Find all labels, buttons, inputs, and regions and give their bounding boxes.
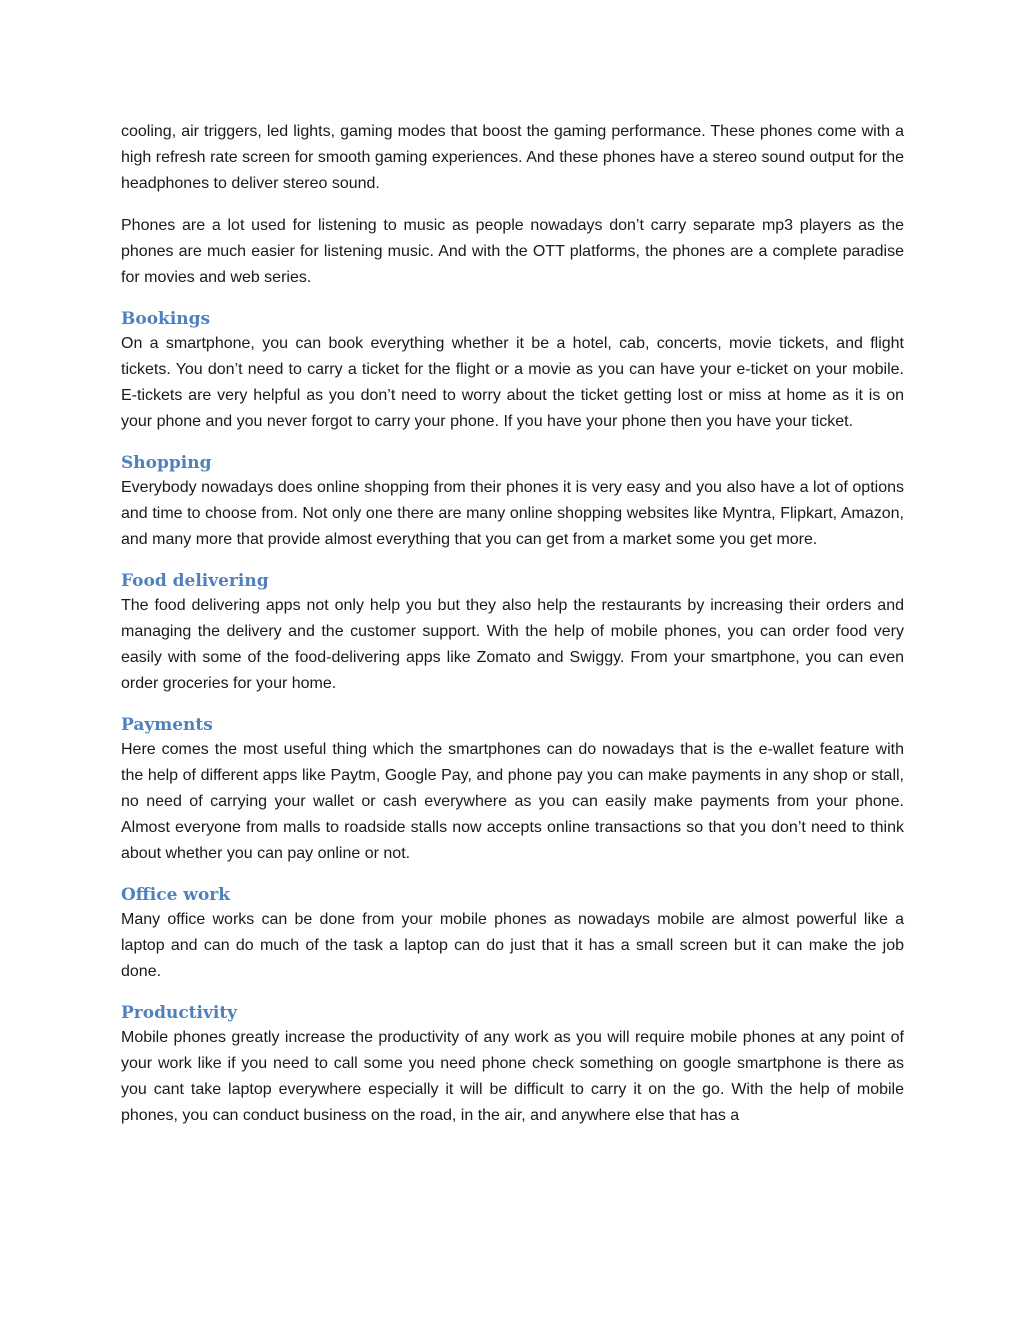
section-food-delivering: [121, 569, 904, 697]
section-text: Many office works can be done from your mobile phones as nowadays mobile are almost powerful like a laptop and can do much of the task a laptop can do just that it has a small screen but it can make the job done.: [121, 911, 904, 980]
section-text: On a smartphone, you can book everything whether it be a hotel, cab, concerts, movie tickets, and flight tickets. You don’t need to carry a ticket for the flight or a movie as you can have your e-ticket on your mobile. E-tickets are very helpful as you don’t need to worry about the ticket getting lost or miss at home as it is on your phone and you never forgot to carry your phone. If you have your phone then you have your ticket.: [121, 335, 904, 430]
section-shopping: [121, 451, 904, 553]
section-text: The food delivering apps not only help you but they also help the restaurants by increasing their orders and managing the delivery and the customer support. With the help of mobile phones, you can order food very easily with some of the food-delivering apps like Zomato and Swiggy. From your smartphone, you can even order groceries for your home.: [121, 597, 904, 692]
section-heading: Payments: [121, 715, 213, 735]
document-page: [121, 119, 904, 1129]
intro-paragraph-1: cooling, air triggers, led lights, gaming modes that boost the gaming performance. These phones come with a high refresh rate screen for smooth gaming experiences. And these phones have a stereo sound output for the headphones to deliver stereo sound.: [121, 123, 904, 192]
section-productivity: [121, 1001, 904, 1129]
section-heading: Productivity: [121, 1003, 238, 1023]
intro-paragraph-2: Phones are a lot used for listening to music as people nowadays don’t carry separate mp3 players as the phones are much easier for listening music. And with the OTT platforms, the phones are a complete paradise for movies and web series.: [121, 217, 904, 286]
section-heading: Office work: [121, 885, 231, 905]
section-text: Here comes the most useful thing which the smartphones can do nowadays that is the e-wallet feature with the help of different apps like Paytm, Google Pay, and phone pay you can make payments in any shop or stall, no need of carrying your wallet or cash everywhere as you can easily make payments from your phone. Almost everyone from malls to roadside stalls now accepts online transactions so that you don’t need to think about whether you can pay online or not.: [121, 741, 904, 862]
section-heading: Shopping: [121, 453, 212, 473]
section-text: Mobile phones greatly increase the productivity of any work as you will require mobile phones at any point of your work like if you need to call some you need phone check something on google smartphone is there as you cant take laptop everywhere especially it will be difficult to carry it on the go. With the help of mobile phones, you can conduct business on the road, in the air, and anywhere else that has a: [121, 1029, 904, 1124]
section-text: Everybody nowadays does online shopping from their phones it is very easy and you also have a lot of options and time to choose from. Not only one there are many online shopping websites like Myntra, Flipkart, Amazon, and many more that provide almost everything that you can get from a market some you get more.: [121, 479, 904, 548]
section-office-work: [121, 883, 904, 985]
section-payments: [121, 713, 904, 867]
section-heading: Food delivering: [121, 571, 269, 591]
section-heading: Bookings: [121, 309, 211, 329]
section-bookings: [121, 307, 904, 435]
